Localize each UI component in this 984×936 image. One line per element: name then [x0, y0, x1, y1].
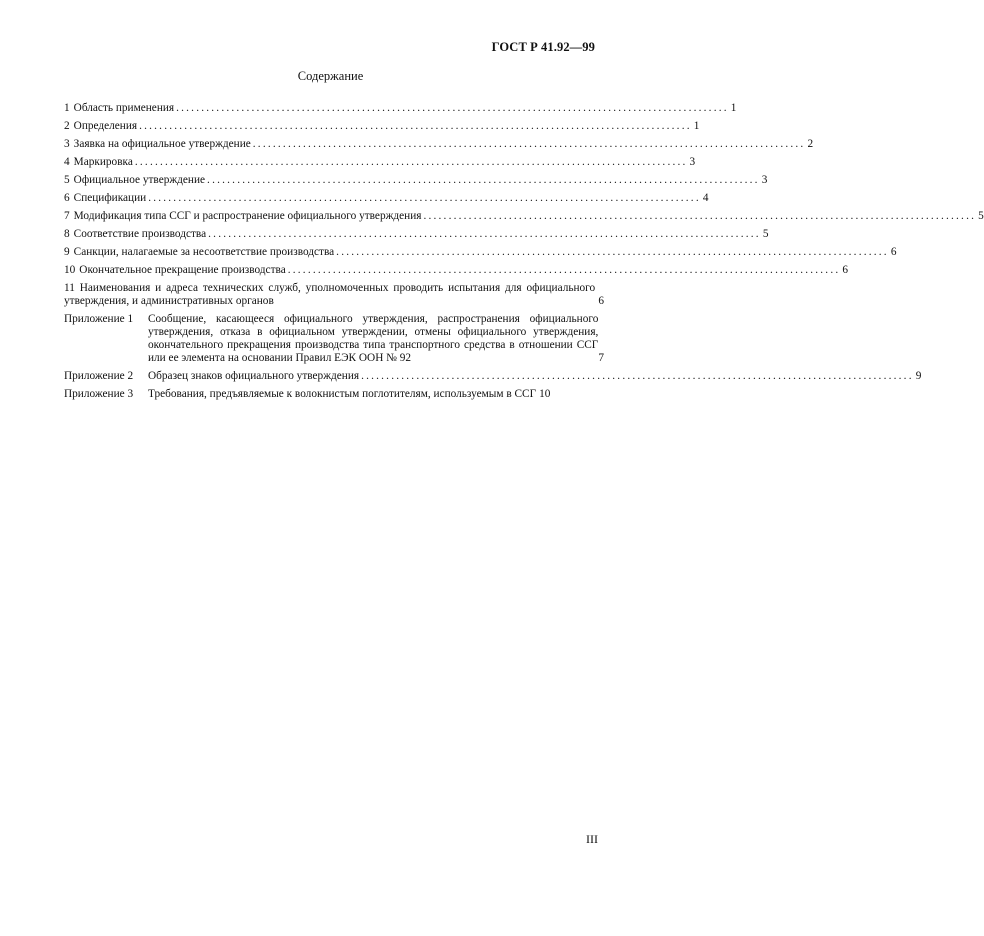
dot-leader: .............................................................................................................. [208, 228, 761, 240]
toc-entry-label: Соответствие производства [73, 228, 207, 240]
toc-appendix-3[interactable] [64, 388, 604, 401]
toc-entry-number: 4 [64, 156, 70, 168]
dot-leader: .............................................................................................................. [176, 102, 729, 114]
toc-entry-number: 3 [64, 138, 70, 150]
toc-entry-page: 4 [702, 192, 709, 204]
toc-entry-label: Маркировка [73, 156, 133, 168]
appendix-label: Образец знаков официального утверждения [148, 370, 360, 382]
toc-entry-page: 1 [730, 102, 737, 114]
toc-entry-label: Заявка на официальное утверждение [73, 138, 251, 150]
appendix-number: Приложение 2 [64, 370, 134, 382]
toc-entry-4[interactable] [64, 156, 696, 169]
toc-entry-label: Санкции, налагаемые за несоответствие производства [73, 246, 335, 258]
toc-entry-page: 6 [598, 295, 604, 307]
toc-entry-page: 1 [693, 120, 700, 132]
toc-entry-page: 3 [689, 156, 696, 168]
toc-entry-9[interactable] [64, 246, 897, 259]
toc-entry-label: Окончательное прекращение производства [79, 264, 286, 276]
appendix-page: 9 [915, 370, 922, 382]
toc-entry-label: Модификация типа ССГ и распространение официального утверждения [73, 210, 422, 222]
toc-entry-2[interactable] [64, 120, 700, 133]
toc-entry-number: 5 [64, 174, 70, 186]
toc-title: Содержание [297, 69, 364, 83]
toc-entry-label: Спецификации [73, 192, 147, 204]
toc-appendix-1[interactable] [64, 313, 604, 365]
dot-leader: .............................................................................................................. [336, 246, 889, 258]
toc-entry-page: 2 [807, 138, 814, 150]
toc-entry-label: 11 Наименования и адреса технических служб, уполномоченных проводить испытания для официального утверждения, и административных органов [64, 282, 596, 307]
page-number: III [586, 832, 598, 846]
toc-entry-number: 9 [64, 246, 70, 258]
dot-leader: .............................................................................................................. [287, 264, 841, 276]
toc-entry-label: Официальное утверждение [73, 174, 206, 186]
toc-entry-page: 3 [761, 174, 768, 186]
dot-leader: .............................................................................................................. [207, 174, 760, 186]
appendix-label: Требования, предъявляемые к волокнистым поглотителям, используемым в ССГ [148, 388, 537, 400]
dot-leader: .............................................................................................................. [423, 210, 977, 222]
toc-entry-label: Область применения [73, 102, 175, 114]
document-code: ГОСТ Р 41.92—99 [491, 40, 595, 54]
toc-entry-number: 2 [64, 120, 70, 132]
toc-entry-7[interactable] [64, 210, 984, 223]
toc-entry-number: 8 [64, 228, 70, 240]
appendix-number: Приложение 3 [64, 388, 134, 400]
toc-entry-number: 1 [64, 102, 70, 114]
toc-entry-number: 7 [64, 210, 70, 222]
dot-leader: .............................................................................................................. [361, 370, 914, 382]
toc-entry-number: 10 [64, 264, 76, 276]
toc-entry-page: 5 [978, 210, 984, 222]
toc-entry-10[interactable] [64, 264, 849, 277]
toc-entry-3[interactable] [64, 138, 814, 151]
dot-leader: .............................................................................................................. [252, 138, 806, 150]
dot-leader: .............................................................................................................. [139, 120, 692, 132]
toc-entry-page: 5 [762, 228, 769, 240]
dot-leader: .............................................................................................................. [134, 156, 688, 168]
toc-entry-8[interactable] [64, 228, 769, 241]
appendix-page: 7 [598, 352, 604, 364]
dot-leader: .............................................................................................................. [148, 192, 701, 204]
toc-entry-page: 6 [842, 264, 849, 276]
appendix-label: Сообщение, касающееся официального утверждения, распространения официального утверждения, отказа в официальном утверждении, отмены официального утверждения, окончательного прекращения производства типа транспортного средства в отношении ССГ или ее элемента на основании Правил ЕЭК ООН № 92 [148, 313, 599, 364]
toc-entry-page: 6 [890, 246, 897, 258]
toc-entry-11[interactable] [64, 282, 604, 308]
toc-entry-6[interactable] [64, 192, 709, 205]
toc-entry-number: 6 [64, 192, 70, 204]
toc-entry-1[interactable] [64, 102, 737, 115]
appendix-page: 10 [539, 388, 551, 400]
table-of-contents [64, 102, 984, 406]
toc-entry-label: Определения [73, 120, 138, 132]
toc-entry-5[interactable] [64, 174, 768, 187]
toc-appendix-2[interactable] [64, 370, 922, 383]
appendix-number: Приложение 1 [64, 313, 134, 325]
